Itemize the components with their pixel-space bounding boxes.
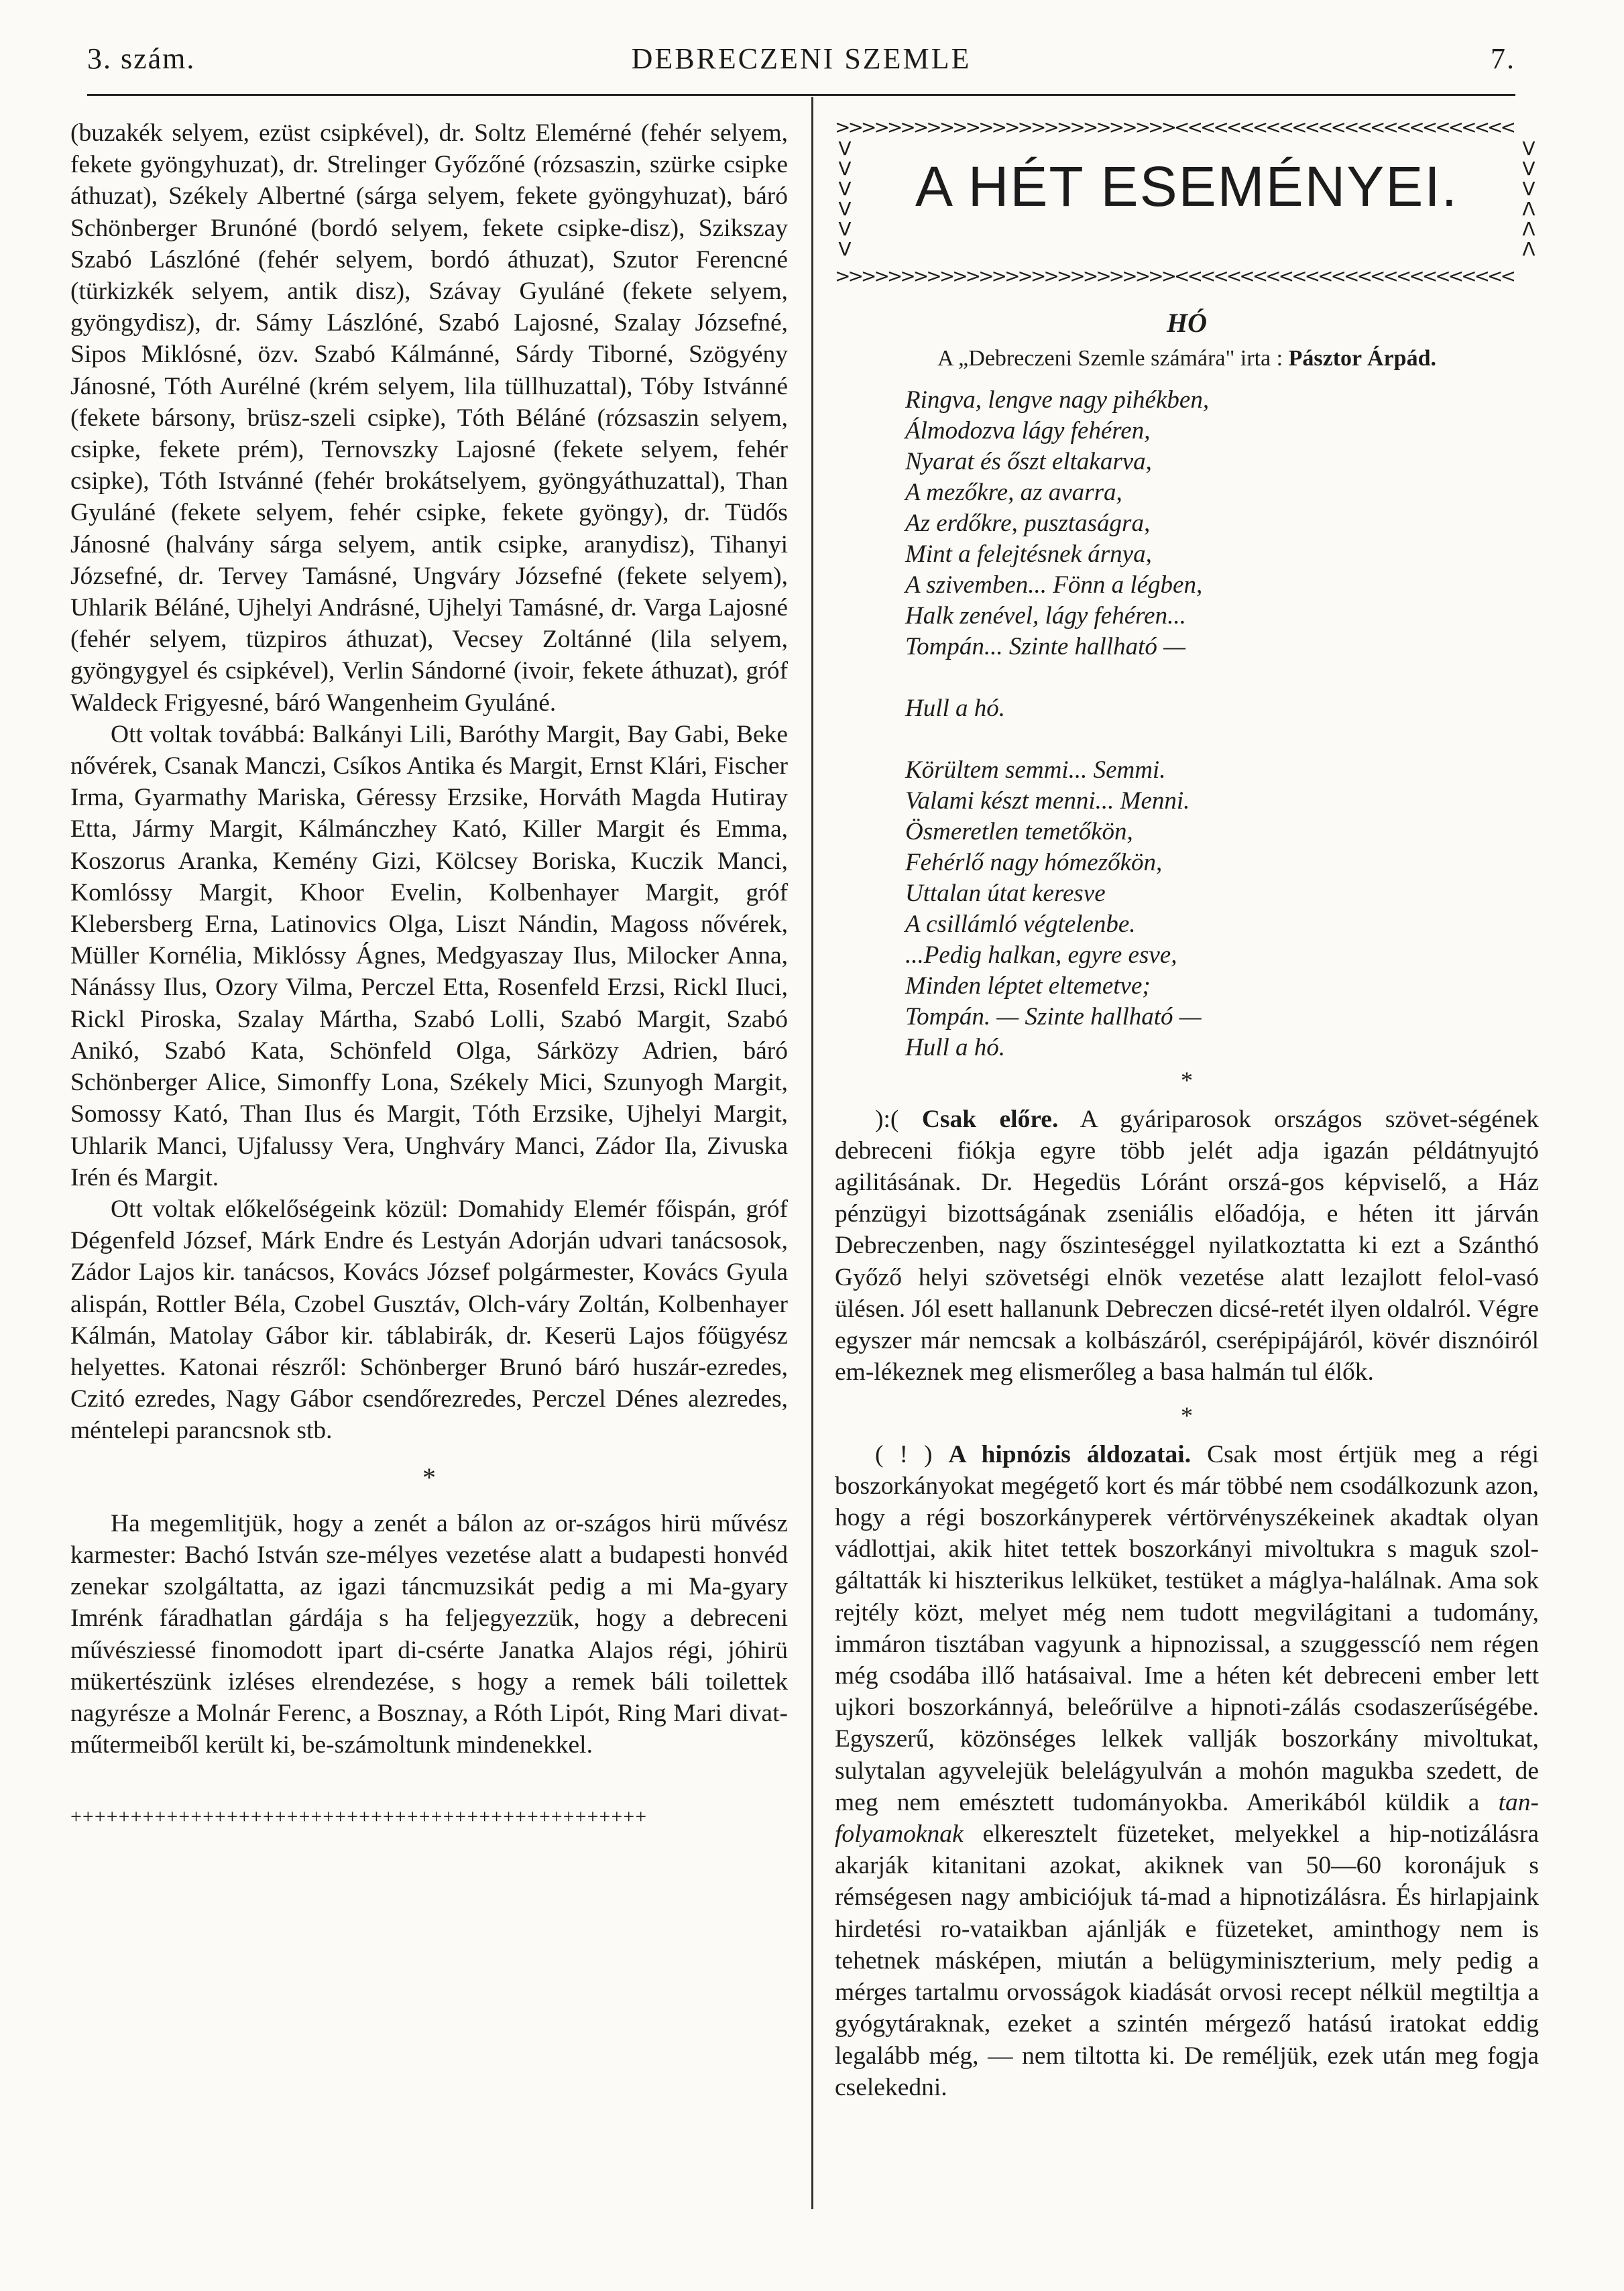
dignitaries-paragraph: Ott voltak előkelőségeink közül: Domahidy Elemér főispán, gróf Dégenfeld József, Márk Endre és Lestyán Adorján udvari tanácsosok, Zádor Lajos kir. tanácsos, Kovács József polgármester, Kovács Gyula alispán, Rottler Béla, Czobel Gusztáv, Olch-váry Zoltán, Kolbenhayer Kálmán, Matolay Gábor kir. táblabirák, dr. Keserü Lajos főügyész helyettes. Katonai részről: Schönberger Brunó báró huszár-ezredes, Czitó ezredes, Nagy Gábor csendőrezredes, Perczel Dénes alezredes, méntelepi parancsnok stb.	[70, 1195, 788, 1445]
header-rule	[87, 94, 1515, 96]
poem-line: Hull a hó.	[905, 695, 1006, 723]
banner-border-right: V V V Λ Λ Λ	[1522, 137, 1535, 260]
column-divider	[811, 97, 813, 2209]
article-text: Csak most értjük meg a régi boszorkányokat megégető kort és már többé nem csodálkozunk azon, hogy a régi boszorkányperek vértörvényszékeinek akadtak olyan vádlottjai, akik hitet tettek boszorkányi mivoltukra s maguk szol-gáltatták ki hiszterikus lelküket, testüket a máglya-halálnak. Ama sok rejtély közt, melyet még nem tudott megvilágitani a tudomány, immáron tisztában vagyunk a hipnozissal, a szuggesscíó nem régen még csodába illő hatásaival. Ime a héten két debreceni ember lett ujkori boszorkánnyá, beleőrülve a hipnoti-zálás csodaszerűségébe. Egyszerű, közönséges lelkek vallják boszorkány mivoltukat, sulytalan agyvelejük belelágyulván a mohón magukba szedett, de meg nem emésztett tudományokba. Amerikából küldik a	[835, 1440, 1539, 1816]
banner-border-top: >>>>>>>>>>>>>>>>>>>>>>>>>><<<<<<<<<<<<<<<<<<<<<<<<<<	[835, 117, 1513, 137]
left-column	[70, 117, 788, 1833]
article-csak-elore	[835, 1104, 1539, 1389]
page-number: 7.	[1491, 42, 1515, 75]
poem-stanza-gap	[905, 724, 1539, 755]
byline-text: A „Debreczeni Szemle számára" irta :	[937, 346, 1283, 371]
article-text: elkeresztelt füzeteket, melyekkel a hip-notizálásra akarják kitanitani azokat, akiknek van 50—60 koronájuk s rémségesen nagy ambiciójuk tá-mad a hipnotizálásra. És hirlapjaink hirdetési ro-vataikban ajánlják e füzeteket, aminthogy nem is tehetnek másképen, miután a belügyminiszterium, mely pedig a mérges tartalmu orvosságok kiadását orvosi recept nélkül megtiltja a gyógytáraknak, ezeket a szintén mérgező hatású iratokat eddig legalább még, — nem tiltotta ki. De reméljük, ezek után meg fogja cselekedni.	[835, 1820, 1539, 2101]
poem-line: Valami készt menni... Menni.	[905, 787, 1190, 815]
poem-line: A szivemben... Fönn a légben,	[905, 571, 1203, 599]
poem-byline	[835, 343, 1539, 374]
poem-line: Mint a felejtésnek árnya,	[905, 540, 1152, 569]
journal-title: DEBRECZENI SZEMLE	[631, 42, 972, 75]
poem-line: Körültem semmi... Semmi.	[905, 756, 1166, 784]
ornament-rule: ++++++++++++++++++++++++++++++++++++++++++++++++	[70, 1806, 648, 1828]
young-ladies-paragraph: Ott voltak továbbá: Balkányi Lili, Baróthy Margit, Bay Gabi, Beke nővérek, Csanak Manczi, Csíkos Antika és Margit, Ernst Klári, Fischer Irma, Gyarmathy Mariska, Géressy Erzsike, Horváth Magda Hutiray Etta, Jármy Margit, Kálmánczhey Kató, Killer Margit és Emma, Koszorus Aranka, Kemény Gizi, Kölcsey Boriska, Kuczik Manci, Komlóssy Margit, Khoor Evelin, Kolbenhayer Margit, gróf Klebersberg Erna, Latinovics Olga, Liszt Nándin, Magoss nővérek, Müller Kornélia, Miklóssy Ágnes, Medgyaszay Ilus, Milocker Anna, Nánássy Ilus, Ozory Vilma, Perczel Etta, Rosenfeld Erzsi, Rickl Iluci, Rickl Piroska, Szalay Mártha, Szabó Lolli, Szabó Margit, Szabó Anikó, Szabó Kata, Schönfeld Olga, Sárközy Adrien, báró Schönberger Alice, Simonffy Lona, Székely Mici, Szunyogh Margit, Somossy Kató, Than Ilus és Margit, Tóth Erzsike, Ujhelyi Margit, Uhlarik Manci, Ujfalussy Vera, Unghváry Manci, Zádor Ila, Zivuska Irén és Margit.	[70, 720, 788, 1191]
section-asterisk: *	[422, 1462, 436, 1492]
issue-number: 3. szám.	[87, 42, 196, 75]
poem-line: Ringva, lengve nagy pihékben,	[905, 386, 1210, 414]
poem-line: Az erdőkre, pusztaságra,	[905, 510, 1151, 538]
article-hipnozis	[835, 1439, 1539, 2103]
poem-line: Hull a hó.	[905, 1034, 1006, 1062]
article-mark: ):(	[875, 1105, 899, 1133]
poem-line: Álmodozva lágy fehéren,	[905, 417, 1151, 445]
article-italic-term: tan-folyamoknak	[835, 1788, 1539, 1848]
poem-line: Minden léptet eltemetve;	[905, 972, 1151, 1000]
section-asterisk: *	[1181, 1402, 1193, 1429]
poem-line: Tompán. — Szinte hallható —	[905, 1003, 1202, 1031]
banner-border-bottom: >>>>>>>>>>>>>>>>>>>>>>>>>><<<<<<<<<<<<<<<<<<<<<<<<<<	[835, 266, 1513, 286]
article-title: Csak előre.	[921, 1105, 1059, 1133]
poem-line: Uttalan útat keresve	[905, 880, 1106, 908]
poem-line: Nyarat és őszt eltakarva,	[905, 448, 1152, 476]
section-title: A HÉT ESEMÉNYEI.	[915, 155, 1459, 218]
article-mark: ( ! )	[875, 1440, 933, 1468]
right-column	[835, 117, 1539, 2103]
poem-line: A csillámló végtelenbe.	[905, 910, 1136, 939]
article-title: A hipnózis áldozatai.	[948, 1440, 1192, 1468]
music-paragraph: Ha megemlitjük, hogy a zenét a bálon az or-szágos hirü művész karmester: Bachó István sze-mélyes vezetése alatt a budapesti honvéd zenekar szolgáltatta, az igazi táncmuzsikát pedig a mi Ma-gyary Imrénk fáradhatlan gárdája s ha feljegyezzük, hogy a debreceni művésziessé finomodott ipart di-csérte Janatka Alajos régi, jóhirü mükertészünk izléses elrendezése, s hogy a remek báli toilettek nagyrésze a Molnár Ferenc, a Bosznay, a Róth Lipót, Ring Mari divat-műtermeiből került ki, be-számoltunk mindenekkel.	[70, 1509, 788, 1759]
page-header	[87, 42, 1515, 89]
section-asterisk: *	[1181, 1067, 1193, 1094]
article-text: A gyáriparosok országos szövet-ségének debreceni fiókja egyre több jelét adja igazán példátnyujtó agilitásának. Dr. Hegedüs Lóránt orszá-gos képviselő, a Ház pénzügyi bizottságának zseniális előadója, e héten itt járván Debreczenben, nagy őszinteséggel nyilatkoztatta ki ezt a Szánthó Győző helyi szövetségi elnök vezetése alatt lezajlott felol-vasó ülésen. Jól esett hallanunk Debreczen dicsé-retét ilyen oldalról. Végre egyszer már nemcsak a kolbászáról, cserépipájáról, kövér disznóiról em-lékeznek meg elismerőleg a basa halmán tul élők.	[835, 1105, 1539, 1387]
poem-title: HÓ	[1167, 308, 1207, 338]
poem-line: Halk zenével, lágy fehéren...	[905, 602, 1186, 630]
guest-list-paragraph: (buzakék selyem, ezüst csipkével), dr. Soltz Elemérné (fehér selyem, fekete gyöngyhuzat), dr. Strelinger Győzőné (rózsaszin, szürke csipke áthuzat), Székely Albertné (sárga selyem, fekete gyöngyhuzat), báró Schönberger Brunóné (bordó selyem, fekete csipke-disz), Szikszay Szabó Lászlóné (fehér selyem, bordó áthuzat), Szutor Ferencné (türkizkék selyem, antik disz), Szávay Gyuláné (fekete selyem, gyöngydisz), dr. Sámy Lászlóné, Szabó Lajosné, Szalay Józsefné, Sipos Miklósné, özv. Szabó Kálmánné, Sárdy Tiborné, Szögyény Jánosné, Tóth Aurélné (krém selyem, lila tüllhuzattal), Tóby Istvánné (fekete bársony, brüsz-szeli csipke), Tóth Béláné (rózsaszin selyem, csipke, fekete prém), Ternovszky Lajosné (fekete selyem, fehér csipke), Tóth Istvánné (fehér brokátselyem, gyöngyáthuzattal), Than Gyuláné (fekete selyem, fehér csipke, fekete gyöngy), dr. Tüdős Jánosné (halvány sárga selyem, antik csipke, aranydisz), Tihanyi Józsefné, dr. Tervey Tamásné, Ungváry Józsefné (fekete selyem), Uhlarik Béláné, Ujhelyi Andrásné, Ujhelyi Tamásné, dr. Varga Lajosné (fehér selyem, tüzpiros áthuzat), Vecsey Zoltánné (lila selyem, gyöngygyel és csipkével), Verlin Sándorné (ivoir, fekete áthuzat), gróf Waldeck Frigyesné, báró Wangenheim Gyuláné.	[70, 119, 788, 717]
poem-body	[905, 385, 1539, 1063]
byline-author: Pásztor Árpád.	[1288, 346, 1436, 371]
poem-line: A mezőkre, az avarra,	[905, 479, 1122, 507]
poem-line: Tompán... Szinte hallható —	[905, 633, 1186, 661]
poem-line: Ösmeretlen temetőkön,	[905, 818, 1133, 846]
banner-border-left: V V V V V V	[838, 137, 852, 260]
poem-line: Fehérlő nagy hómezőkön,	[905, 849, 1163, 877]
poem-stanza-gap	[905, 662, 1539, 693]
poem-line: ...Pedig halkan, egyre esve,	[905, 941, 1177, 970]
section-banner	[835, 117, 1539, 288]
